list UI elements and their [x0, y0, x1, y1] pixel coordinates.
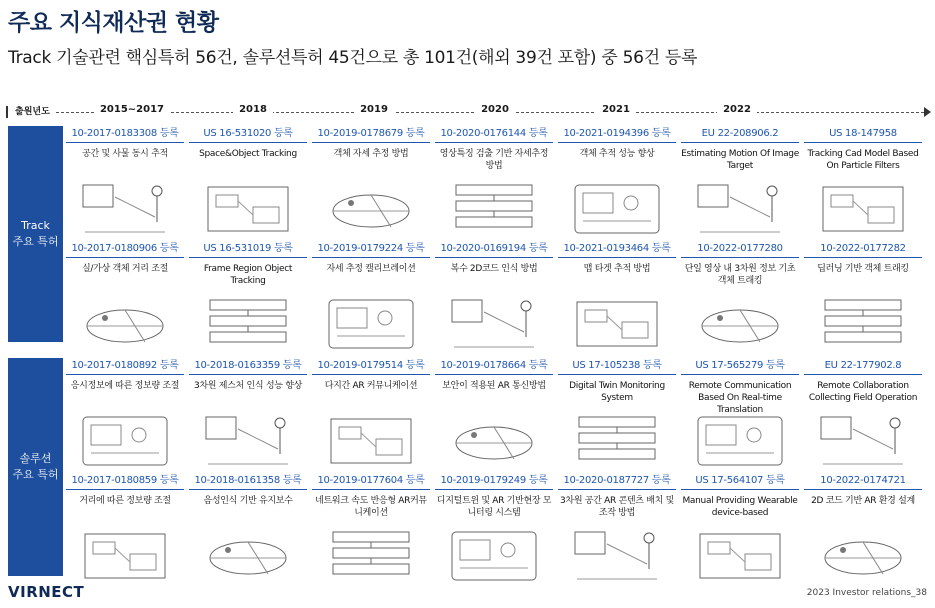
- patent-title: 단일 영상 내 3차원 정보 기초 객체 트래킹: [684, 264, 796, 286]
- patent-id: 10-2018-0161358 등록: [189, 473, 307, 490]
- patent-id: US 17-105238 등록: [558, 358, 676, 375]
- year-label: 2019: [354, 104, 394, 115]
- section-label-solution: [8, 358, 63, 576]
- year-timeline: [6, 104, 929, 120]
- patent-card: [804, 126, 922, 241]
- patent-id: 10-2020-0187727 등록: [558, 473, 676, 490]
- timeline-start-tick: [6, 106, 8, 118]
- section-label-line: Track: [21, 219, 50, 232]
- patent-card: [189, 241, 307, 356]
- patent-title: Remote Communication Based On Real-time Translation: [688, 381, 792, 415]
- patent-card: [435, 473, 553, 588]
- patent-card: [312, 358, 430, 473]
- patent-drawing-image: [567, 292, 667, 356]
- patent-card: [435, 241, 553, 356]
- patent-title: 3차원 제스처 인식 성능 향상: [193, 381, 302, 391]
- patent-card: [189, 473, 307, 588]
- patent-title: Remote Collaboration Collecting Field Operation: [808, 381, 918, 403]
- page-title: 주요 지식재산권 현황: [8, 10, 219, 36]
- patent-id: 10-2021-0193464 등록: [558, 241, 676, 258]
- patent-card: [558, 126, 676, 241]
- patent-card: [558, 241, 676, 356]
- patent-card: [804, 358, 922, 473]
- patent-title: 객체 추적 성능 향상: [579, 149, 655, 159]
- patent-id: 10-2017-0183308 등록: [66, 126, 184, 143]
- patent-card: [558, 358, 676, 473]
- section-label-track: [8, 126, 63, 342]
- timeline-arrow-icon: [924, 107, 931, 117]
- patent-drawing-image: [321, 177, 421, 241]
- patent-title: 거리에 따른 정보량 조절: [79, 496, 171, 506]
- patent-drawing-image: [567, 524, 667, 588]
- patent-card: [312, 126, 430, 241]
- patent-title: 영상특징 검출 기반 자세추정 방법: [439, 149, 549, 171]
- patent-title: Digital Twin Monitoring System: [569, 381, 665, 403]
- patent-title: 복수 2D코드 인식 방법: [450, 264, 538, 274]
- patent-drawing-image: [321, 409, 421, 473]
- patent-id: 10-2019-0179224 등록: [312, 241, 430, 258]
- page-subtitle: Track 기술관련 핵심특허 56건, 솔루션특허 45건으로 총 101건(해외 39건 포함) 중 56건 등록: [8, 48, 698, 68]
- patent-title: 3차원 공간 AR 콘텐츠 배치 및 조작 방법: [560, 496, 674, 518]
- patent-card: [312, 241, 430, 356]
- patent-drawing-image: [813, 292, 913, 356]
- patent-card: [312, 473, 430, 588]
- patent-title: 응시정보에 따른 정보량 조절: [70, 381, 180, 391]
- patent-card: [558, 473, 676, 588]
- patent-id: US 16-531019 등록: [189, 241, 307, 258]
- patent-card: [66, 358, 184, 473]
- patent-drawing-image: [567, 409, 667, 473]
- patent-title: 2D 코드 기반 AR 환경 설계: [811, 496, 915, 506]
- year-label: 2018: [233, 104, 273, 115]
- patent-id: 10-2017-0180892 등록: [66, 358, 184, 375]
- patent-drawing-image: [567, 177, 667, 241]
- patent-card: [66, 241, 184, 356]
- patent-drawing-image: [198, 177, 298, 241]
- patent-drawing-image: [75, 292, 175, 356]
- patent-title: 객체 자세 추정 방법: [333, 149, 409, 159]
- patent-id: EU 22-177902.8: [804, 358, 922, 375]
- patent-card: [435, 126, 553, 241]
- patent-id: 10-2022-0177282: [804, 241, 922, 258]
- year-label: 2015~2017: [94, 104, 170, 115]
- patent-card: [435, 358, 553, 473]
- patent-id: 10-2019-0178664 등록: [435, 358, 553, 375]
- patent-title: 실/가상 객체 거리 조절: [82, 264, 168, 274]
- patent-drawing-image: [198, 409, 298, 473]
- year-label: 2022: [717, 104, 757, 115]
- section-label-line: 솔루션: [19, 452, 52, 465]
- patent-title: 맵 타겟 추적 방법: [583, 264, 651, 274]
- patent-title: 공간 및 사물 동시 추적: [82, 149, 168, 159]
- page-number: 2023 Investor relations_38: [806, 588, 927, 598]
- patent-drawing-image: [198, 524, 298, 588]
- patent-title: 네트워크 속도 반응형 AR커뮤니케이션: [315, 496, 427, 518]
- company-logo: VIRNECT: [8, 583, 85, 601]
- patent-id: US 16-531020 등록: [189, 126, 307, 143]
- patent-drawing-image: [321, 292, 421, 356]
- patent-title: 자세 추정 캘리브레이션: [326, 264, 416, 274]
- year-label: 2020: [475, 104, 515, 115]
- patent-drawing-image: [690, 409, 790, 473]
- patent-drawing-image: [321, 524, 421, 588]
- patent-title: Frame Region Object Tracking: [203, 264, 293, 286]
- patent-drawing-image: [813, 177, 913, 241]
- patent-id: 10-2017-0180906 등록: [66, 241, 184, 258]
- patent-card: [681, 358, 799, 473]
- patent-title: 음성인식 기반 유지보수: [203, 496, 293, 506]
- patent-title: 딥러닝 기반 객체 트래킹: [817, 264, 909, 274]
- timeline-axis-label: 출원년도: [12, 104, 53, 117]
- patent-id: 10-2019-0179514 등록: [312, 358, 430, 375]
- patent-id: US 18-147958: [804, 126, 922, 143]
- patent-drawing-image: [690, 292, 790, 356]
- patent-title: 디지털트윈 및 AR 기반현장 모니터링 시스템: [436, 496, 552, 518]
- patent-id: 10-2019-0178679 등록: [312, 126, 430, 143]
- patent-id: 10-2021-0194396 등록: [558, 126, 676, 143]
- patent-card: [681, 126, 799, 241]
- patent-drawing-image: [444, 292, 544, 356]
- patent-drawing-image: [444, 409, 544, 473]
- patent-drawing-image: [198, 292, 298, 356]
- patent-card: [66, 126, 184, 241]
- patent-drawing-image: [813, 524, 913, 588]
- patent-drawing-image: [813, 409, 913, 473]
- year-label: 2021: [596, 104, 636, 115]
- patent-card: [681, 241, 799, 356]
- patent-title: 보안이 적용된 AR 통신방법: [442, 381, 546, 391]
- patent-drawing-image: [690, 524, 790, 588]
- patent-title: Manual Providing Wearable device-based: [682, 496, 798, 518]
- patent-card: [189, 126, 307, 241]
- patent-id: 10-2022-0177280: [681, 241, 799, 258]
- patent-id: 10-2019-0179249 등록: [435, 473, 553, 490]
- section-label-line: 주요 특허: [12, 468, 59, 481]
- patent-drawing-image: [444, 177, 544, 241]
- patent-id: 10-2020-0176144 등록: [435, 126, 553, 143]
- patent-id: 10-2020-0169194 등록: [435, 241, 553, 258]
- patent-drawing-image: [75, 177, 175, 241]
- patent-id: US 17-565279 등록: [681, 358, 799, 375]
- patent-id: US 17-564107 등록: [681, 473, 799, 490]
- patent-card: [804, 473, 922, 588]
- patent-drawing-image: [75, 409, 175, 473]
- patent-card: [681, 473, 799, 588]
- patent-id: 10-2022-0174721: [804, 473, 922, 490]
- patent-drawing-image: [444, 524, 544, 588]
- patent-id: 10-2017-0180859 등록: [66, 473, 184, 490]
- patent-drawing-image: [75, 524, 175, 588]
- patent-id: 10-2018-0163359 등록: [189, 358, 307, 375]
- patent-drawing-image: [690, 177, 790, 241]
- patent-title: Tracking Cad Model Based On Particle Filters: [807, 149, 919, 171]
- patent-id: 10-2019-0177604 등록: [312, 473, 430, 490]
- section-label-line: 주요 특허: [12, 235, 59, 248]
- patent-card: [804, 241, 922, 356]
- patent-title: 다지간 AR 커뮤니케이션: [324, 381, 418, 391]
- patent-id: EU 22-208906.2: [681, 126, 799, 143]
- patent-card: [66, 473, 184, 588]
- patent-title: Estimating Motion Of Image Target: [681, 149, 799, 171]
- patent-card: [189, 358, 307, 473]
- patent-title: Space&Object Tracking: [199, 149, 297, 159]
